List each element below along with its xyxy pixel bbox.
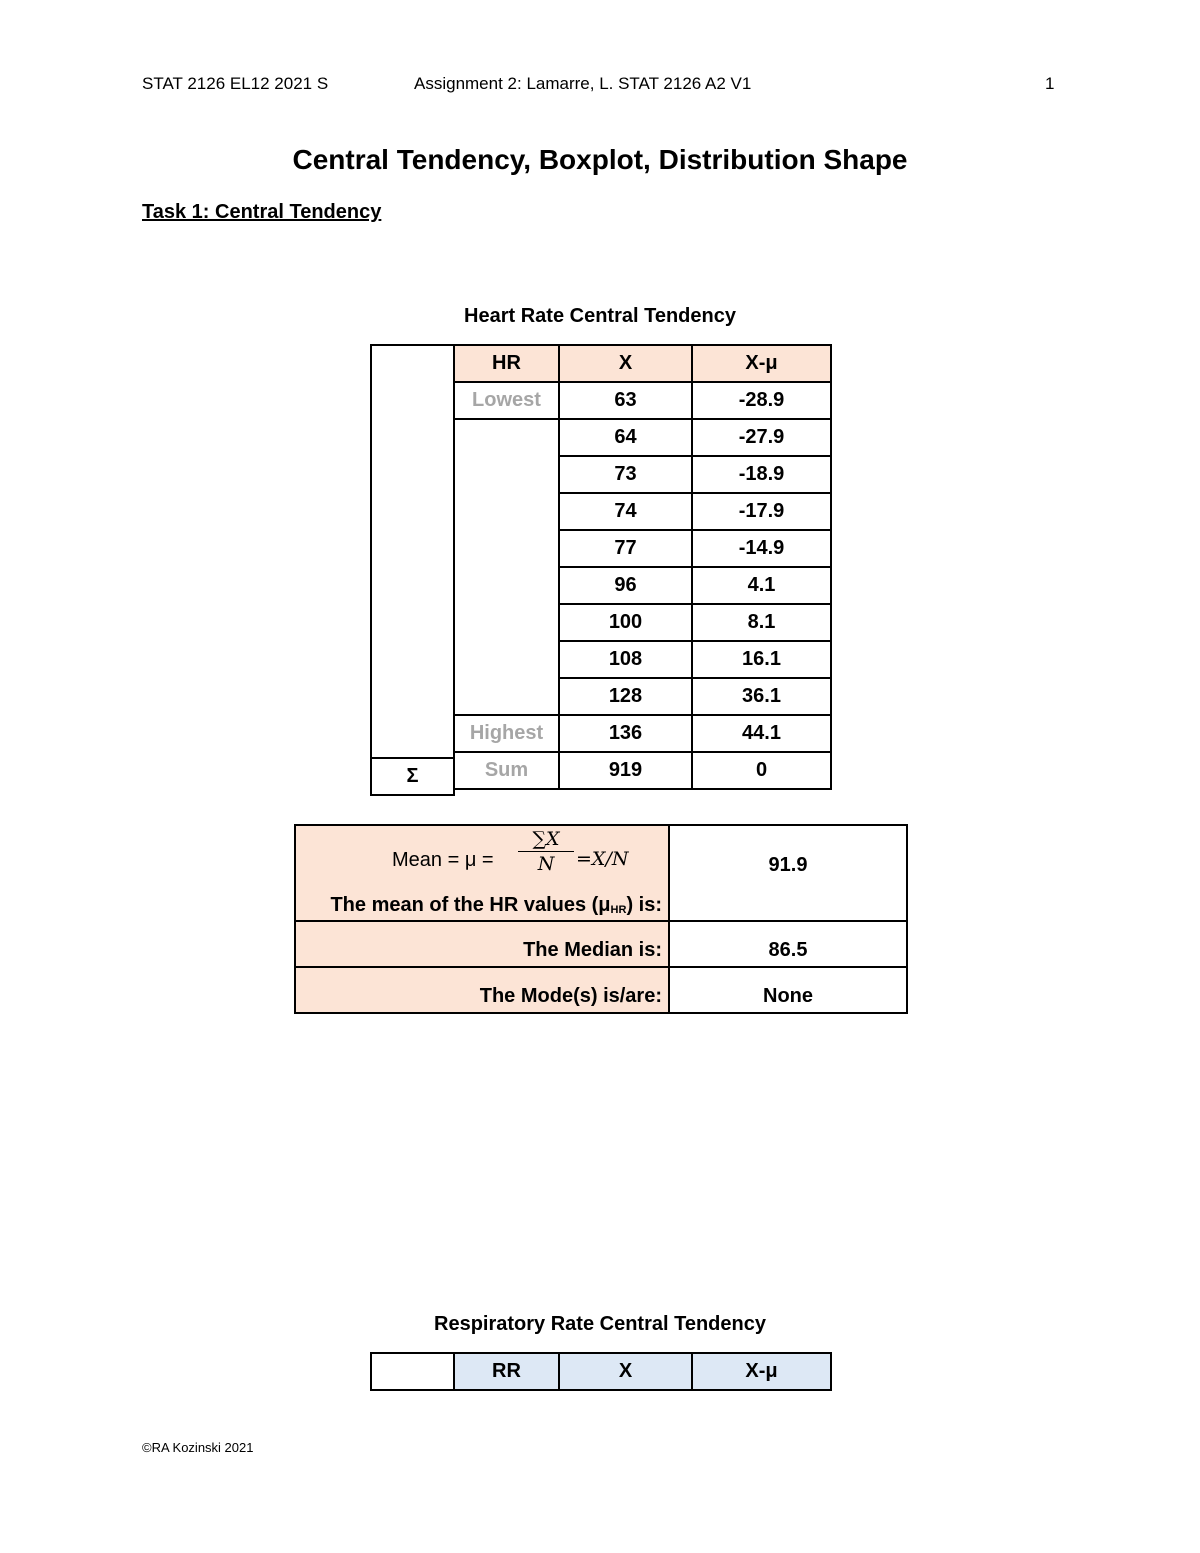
dev-cell: -17.9 xyxy=(692,493,831,530)
sum-dev-cell: 0 xyxy=(692,752,831,789)
row-label-highest: Highest xyxy=(454,715,559,752)
stats-table xyxy=(294,824,908,1014)
sum-label: Sum xyxy=(454,752,559,789)
x-cell: 96 xyxy=(559,567,692,604)
page-number: 1 xyxy=(1045,74,1055,93)
median-row xyxy=(295,921,907,967)
mean-label-cell xyxy=(295,825,669,921)
hr-side-cell xyxy=(371,345,454,789)
formula-denominator: N xyxy=(537,853,555,875)
dev-cell: -27.9 xyxy=(692,419,831,456)
rr-dev-col-header: X-μ xyxy=(692,1353,831,1390)
x-cell: 108 xyxy=(559,641,692,678)
formula-rest: =X/N xyxy=(576,848,629,870)
mode-row xyxy=(295,967,907,1013)
rr-side-cell xyxy=(371,1353,454,1390)
sigma-overlay xyxy=(370,757,455,796)
dev-cell: 8.1 xyxy=(692,604,831,641)
formula-numerator: ∑X xyxy=(518,828,574,852)
rr-table-title: Respiratory Rate Central Tendency xyxy=(434,1313,766,1335)
x-cell: 136 xyxy=(559,715,692,752)
x-cell: 128 xyxy=(559,678,692,715)
x-cell: 100 xyxy=(559,604,692,641)
mode-value: None xyxy=(669,967,907,1013)
row-label-merged xyxy=(454,419,559,715)
x-cell: 73 xyxy=(559,456,692,493)
rr-col-header: RR xyxy=(454,1353,559,1390)
hr-table xyxy=(370,344,832,790)
mean-label: Mean = μ = xyxy=(392,849,494,871)
sum-x-cell: 919 xyxy=(559,752,692,789)
rr-header-row xyxy=(371,1353,831,1390)
mode-label: The Mode(s) is/are: xyxy=(295,967,669,1013)
dev-col-header: X-μ xyxy=(692,345,831,382)
header-assignment: Assignment 2: Lamarre, L. STAT 2126 A2 V1 xyxy=(414,74,752,93)
mean-description: The mean of the HR values $(\mu_{HR})$ is: xyxy=(330,894,662,916)
page-title: Central Tendency, Boxplot, Distribution Shape xyxy=(292,144,908,175)
task1-heading: Task 1: Central Tendency xyxy=(142,201,382,223)
footer-copyright: ©RA Kozinski 2021 xyxy=(142,1440,254,1455)
hr-col-header: HR xyxy=(454,345,559,382)
dev-cell: 4.1 xyxy=(692,567,831,604)
median-label: The Median is: xyxy=(295,921,669,967)
x-col-header: X xyxy=(559,345,692,382)
rr-table xyxy=(370,1352,832,1391)
row-label-lowest: Lowest xyxy=(454,382,559,419)
header-course: STAT 2126 EL12 2021 S xyxy=(142,74,329,93)
sigma-symbol: Σ xyxy=(371,758,454,795)
dev-cell: 36.1 xyxy=(692,678,831,715)
dev-cell: -28.9 xyxy=(692,382,831,419)
mean-row xyxy=(295,825,907,921)
dev-cell: 16.1 xyxy=(692,641,831,678)
x-cell: 77 xyxy=(559,530,692,567)
hr-header-row xyxy=(371,345,831,382)
dev-cell: 44.1 xyxy=(692,715,831,752)
rr-x-col-header: X xyxy=(559,1353,692,1390)
x-cell: 63 xyxy=(559,382,692,419)
x-cell: 74 xyxy=(559,493,692,530)
dev-cell: -18.9 xyxy=(692,456,831,493)
hr-table-title: Heart Rate Central Tendency xyxy=(464,305,736,327)
dev-cell: -14.9 xyxy=(692,530,831,567)
median-value: 86.5 xyxy=(669,921,907,967)
x-cell: 64 xyxy=(559,419,692,456)
mean-value: 91.9 xyxy=(669,825,907,921)
